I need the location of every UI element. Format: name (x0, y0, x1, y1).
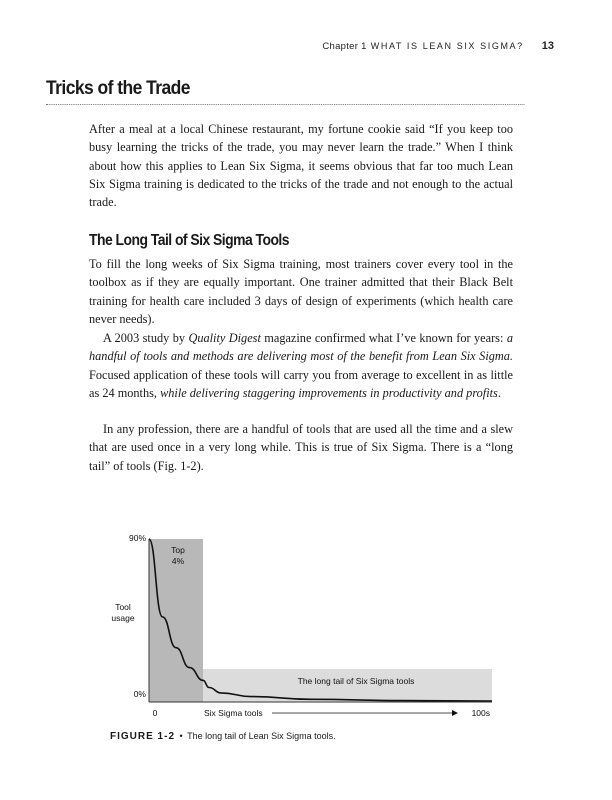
chapter-label: Chapter 1 (322, 41, 367, 52)
subsection-paragraph-2 (89, 329, 513, 402)
y-axis-title-line: usage (111, 613, 135, 623)
caption-label: FIGURE 1-2 (110, 731, 176, 742)
running-head (322, 40, 554, 52)
y-min-label: 0% (133, 689, 146, 699)
chapter-title: WHAT IS LEAN SIX SIGMA? (370, 41, 524, 51)
p2-magazine-title: Quality Digest (188, 331, 261, 345)
caption-separator: • (179, 731, 183, 741)
y-max-label: 90% (128, 533, 146, 543)
y-axis-title (111, 602, 134, 623)
figure-caption (110, 726, 336, 744)
y-axis-title-line: Tool (115, 602, 131, 612)
p2-emphasis-2: while delivering staggering improvements in productivity and profits (160, 385, 498, 400)
p2-text-a: A 2003 study by (103, 331, 189, 345)
head-region-label-line: Top (171, 545, 185, 555)
tail-region-label: The long tail of Six Sigma tools (297, 676, 415, 686)
p2-emphasis-1: a handful of tools and methods are delivering most of the benefit from Lean Six Sigma. (89, 331, 513, 364)
p2-text-g: . (497, 385, 501, 400)
x-start-label: 0 (152, 708, 158, 718)
head-region-label-line: 4% (171, 556, 185, 566)
p2-text-c: magazine confirmed what I’ve known for years: (260, 331, 507, 345)
caption-text: The long tail of Lean Six Sigma tools. (187, 731, 336, 741)
section-paragraph: After a meal at a local Chinese restaurant, my fortune cookie said “If you keep too busy learning the tricks of the trade, you may never learn the trade.” When I think about how this applies to Lean Six Sigma, it seems obvious that far too much Lean Six Sigma training is dedicated to the tricks of the trade and not enough to the actual trade. (89, 122, 513, 210)
section-title: Tricks of the Trade (46, 78, 524, 105)
subsection-paragraph-1: To fill the long weeks of Six Sigma training, most trainers cover every tool in the toolbox as if they are equally important. One trainer admitted that their Black Belt training for health care included 3 days of design of experiments (which health care never needs). (89, 257, 513, 326)
x-axis-arrow-head (452, 710, 458, 716)
subsection-paragraph-3: In any profession, there are a handful of tools that are used all the time and a slew that are used once in a very long while. This is true of Six Sigma. There is a “long tail” of tools (Fig. 1-2). (89, 422, 513, 473)
long-tail-chart (0, 520, 612, 720)
head-region-label (171, 545, 185, 566)
x-axis-title: Six Sigma tools (204, 708, 263, 718)
subsection-title: The Long Tail of Six Sigma Tools (89, 232, 289, 249)
p2-text-e: Focused application of these tools will carry you from average to excellent in as little as 24 months, (89, 367, 513, 400)
page-number: 13 (541, 40, 554, 52)
x-end-label: 100s (471, 708, 490, 718)
